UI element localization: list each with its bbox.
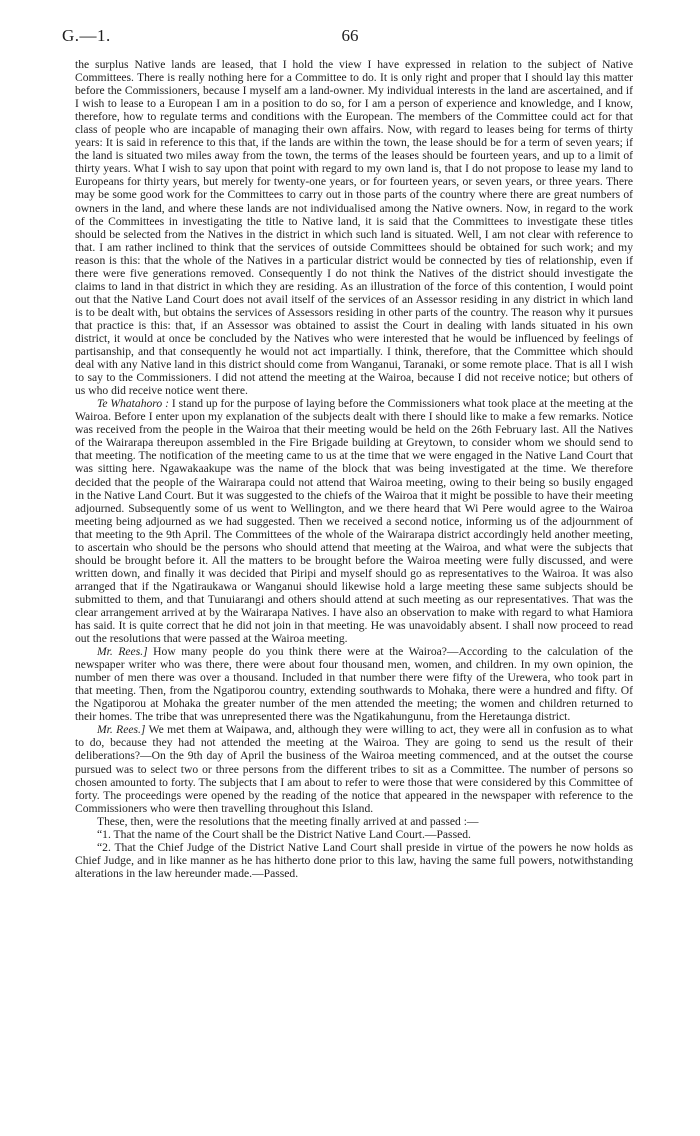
paragraph-text: These, then, were the resolutions that the meeting finally arrived at and passed :—: [97, 814, 479, 828]
paragraph-text: I stand up for the purpose of laying before the Commissioners what took place at the meeting at the Wairoa. Before I enter upon my explanation of the subjects dealt with there I should like to make a few remarks. Notice was received from the people in the Wairoa that their meeting would be held on the 26th February last. All the Natives of the Wairarapa thereupon assembled in the Fire Brigade building at Greytown, to consider whom we should send to that meeting. The notification of the meeting came to us at the time that we were engaged in the Native Land Court that was sitting here. Ngawakaakupe was the name of the block that was being investigated at the time. We therefore decided that the people of the Wairarapa could not attend that Wairoa meeting, owing to their being so busily engaged in the Native Land Court. But it was suggested to the chiefs of the Wairoa that it might be possible to have their meeting adjourned. Subsequently some of us went to Wellington, and we there heard that Wi Pere would agree to the Wairoa meeting being adjourned as we had suggested. Then we received a second notice, informing us of the adjournment of that meeting to the 9th April. The Committees of the whole of the Wairarapa district accordingly held another meeting, to ascertain who should be the persons who should attend that meeting at the Wairoa, and what were the subjects that should be brought before it. All the matters to be brought before the Wairoa meeting were fully discussed, and were written down, and finally it was decided that Piripi and myself should go as representatives to the Wairoa. It was also arranged that if the Ngatiraukawa or Wanganui should likewise hold a large meeting these same subjects should be submitted to them, and that Tunuiarangi and others should attend at such meeting as our representatives. That was the clear arrangement arrived at by the Wairarapa Natives. I have also an observation to make with regard to what Hamiora has said. It is quite correct that he did not join in that meeting. He was unavoidably absent. I shall now proceed to read out the resolutions that were passed at the Wairoa meeting.: [75, 397, 633, 646]
paragraph-text: How many people do you think there were at the Wairoa?—According to the calculation of the newspaper writer who was there, there were about four thousand men, women, and children. In my own opinion, the number of men there was over a thousand. Included in that number there were fifty of the Urewera, who took part in that meeting. Then, from the Ngatiporou country, extending southwards to Mohaka, there were a hundred and fifty. Of the Ngatiporou at Mohaka the greater number of the men attended the meeting; the women and children returned to their homes. The tribe that was unrepresented there was the Ngatikahungunu, from the Heretaunga district.: [75, 645, 634, 724]
paragraph: [75, 723, 633, 814]
paragraph: [75, 645, 633, 723]
page-header: [62, 26, 638, 50]
page-number: 66: [341, 26, 359, 45]
resolution-item: [75, 841, 633, 880]
resolution-item: [75, 828, 633, 841]
resolution-text: “2. That the Chief Judge of the District Native Land Court shall preside in virtue of the powers he now holds as Chief Judge, and in like manner as he has hitherto done prior to this law, having the same full powers, notwithstanding alterations in the law hereunder made.—Passed.: [75, 840, 633, 880]
speaker-name: Mr. Rees.]: [97, 723, 146, 737]
paragraph-text: We met them at Waipawa, and, although they were willing to act, they were all in confusion as to what to do, because they had not attended the meeting at the Wairoa. They are going to send us the result of their deliberations?—On the 9th day of April the business of the Wairoa meeting commenced, and at the outset the course pursued was to select two or three persons from the different tribes to sit as a Committee. The number of persons so chosen amounted to forty. The subjects that I am about to refer to were those that were considered by this Committee of forty. The proceedings were opened by the reading of the notice that appeared in the newspaper with reference to the Commissioners who were then travelling throughout this Island.: [75, 723, 633, 815]
speaker-name: Mr. Rees.]: [97, 645, 148, 659]
paragraph: [75, 397, 633, 645]
body-text: [75, 58, 633, 880]
paragraph: [75, 58, 633, 397]
document-reference: G.—1.: [62, 26, 111, 45]
speaker-name: Te Whatahoro :: [97, 397, 169, 411]
paragraph-text: the surplus Native lands are leased, that I hold the view I have expressed in relation to the subject of Native Committees. There is really nothing here for a Committee to do. It is only right and proper that I should lay this matter before the Commissioners, because I myself am a land-owner. My individual interests in the land are ascertained, and if I wish to lease to a European I am in a position to do so, for I am a person of experience and knowledge, and I know, therefore, how to regulate terms and conditions with the European. The members of the Committee could act for that class of people who are incapable of managing their own affairs. Now, with regard to leases being for terms of thirty years: It is said in reference to this that, if the lands are within the town, the lease should be for a term of seven years; if the land is situated two miles away from the town, the terms of the leases should be fourteen years, and up to a limit of thirty years. What I wish to say upon that point with regard to my own land is, that I do not propose to lease my land to Europeans for thirty years, but merely for twenty-one years, or for fourteen years, or seven years, or three years. There may be some good work for the Committees to carry out in those parts of the country where there are great numbers of owners in the land, and where these lands are not individualised among the Native owners. Now, in regard to the work of the Committees in investigating the title to Native land, it is said that the Committees to investigate these titles should be selected from the Natives in the district in which such land is situated. Well, I am not clear with reference to that. I am rather inclined to think that the services of outside Committees should be obtained for such work; and my reason is this: that the whole of the Natives in a particular district would be connected by ties of relationship, even if there were five generations removed. Consequently I do not think the Natives of the district should investigate the claims to land in that district in which they are residing. As an illustration of the force of this contention, I would point out that the Native Land Court does not avail itself of the services of an Assessor residing in any district in which land is to be dealt with, but obtains the services of Assessors residing in other parts of the country. The reason why it pursues that practice is this: that, if an Assessor was obtained to assist the Court in dealing with lands situated in his own district, it would at once be concluded by the Natives who were interested that he would be influenced by feelings of partisanship, and that consequently he would not act impartially. I think, therefore, that the Committee which should deal with any Native land in this district should come from Wanganui, Taranaki, or some remote place. That is all I wish to say to the Commissioners. I did not attend the meeting at the Wairoa, because I did not receive notice; but others of us who did receive notice went there.: [75, 58, 633, 398]
paragraph: [75, 815, 633, 828]
resolution-text: “1. That the name of the Court shall be the District Native Land Court.—Passed.: [97, 827, 471, 841]
